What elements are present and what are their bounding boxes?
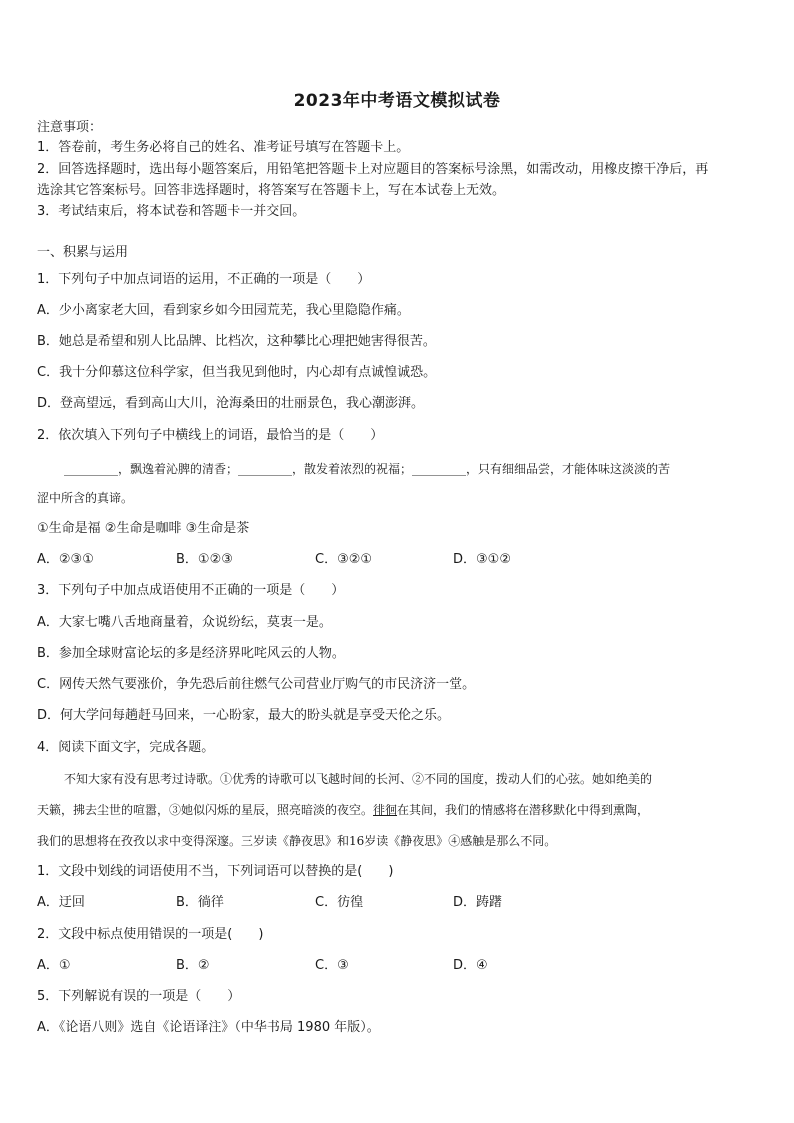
q4-sub1-option-b: B．徜徉 — [176, 895, 224, 910]
notice-item-3: 3．考试结束后，将本试卷和答题卡一并交回。 — [37, 204, 306, 219]
underlined-word: 徘徊 — [373, 803, 398, 817]
q2-option-d: D．③①② — [453, 552, 511, 567]
q4-passage-3: 我们的思想将在孜孜以求中变得深邃。三岁读《静夜思》和16岁读《静夜思》④感触是那么不同。 — [37, 834, 557, 848]
notice-item-2a: 2．回答选择题时，选出每小题答案后，用铅笔把答题卡上对应题目的答案标号涂黑，如需改动，用橡皮擦干净后，再 — [37, 162, 709, 177]
q2-text-1: _________，飘逸着沁脾的清香；_________，散发着浓烈的祝福；_________，只有细细品尝，才能体味这淡淡的苦 — [64, 462, 671, 476]
q1-option-d: D．登高望远，看到高山大川，沧海桑田的壮丽景色，我心潮澎湃。 — [37, 396, 425, 411]
q3-option-c: C．网传天然气要涨价，争先恐后前往燃气公司营业厅购气的市民济济一堂。 — [37, 677, 476, 692]
q1-option-b: B．她总是希望和别人比品牌、比档次，这种攀比心理把她害得很苦。 — [37, 334, 436, 349]
q1-stem: 1．下列句子中加点词语的运用，不正确的一项是（ ） — [37, 272, 371, 287]
q2-choices: ①生命是福 ②生命是咖啡 ③生命是茶 — [37, 521, 250, 536]
q2-option-b: B．①②③ — [176, 552, 233, 567]
q4-passage-1: 不知大家有没有思考过诗歌。①优秀的诗歌可以飞越时间的长河、②不同的国度，拨动人们的心弦。她如绝美的 — [64, 772, 653, 786]
q3-option-d: D．何大学问每趟赶马回来，一心盼家，最大的盼头就是享受天伦之乐。 — [37, 708, 451, 723]
q2-stem: 2．依次填入下列句子中横线上的词语，最恰当的是（ ） — [37, 428, 384, 443]
notice-item-1: 1．答卷前，考生务必将自己的姓名、准考证号填写在答题卡上。 — [37, 140, 410, 155]
q4-passage-2a: 天籁，拂去尘世的喧嚣，③她似闪烁的星辰，照亮暗淡的夜空。 — [37, 803, 374, 817]
q1-option-c: C．我十分仰慕这位科学家，但当我见到他时，内心却有点诚惶诚恐。 — [37, 365, 437, 380]
q3-option-a: A．大家七嘴八舌地商量着，众说纷纭，莫衷一是。 — [37, 615, 332, 630]
q5-stem: 5．下列解说有误的一项是（ ） — [37, 989, 241, 1004]
q5-option-a: A．《论语八则》选自《论语译注》（中华书局 1980 年版）。 — [37, 1020, 380, 1035]
q4-sub2-option-c: C．③ — [315, 958, 349, 973]
q4-sub2-stem: 2．文段中标点使用错误的一项是( ) — [37, 927, 264, 942]
q3-option-b: B．参加全球财富论坛的多是经济界叱咤风云的人物。 — [37, 646, 345, 661]
q4-stem: 4．阅读下面文字，完成各题。 — [37, 740, 215, 755]
q4-sub2-option-a: A．① — [37, 958, 71, 973]
q4-sub1-option-a: A．迂回 — [37, 895, 85, 910]
q2-option-c: C．③②① — [315, 552, 373, 567]
q4-sub1-option-c: C．彷徨 — [315, 895, 364, 910]
notice-item-2b: 选涂其它答案标号。回答非选择题时，将答案写在答题卡上，写在本试卷上无效。 — [37, 183, 506, 198]
q1-option-a: A．少小离家老大回，看到家乡如今田园荒芜，我心里隐隐作痛。 — [37, 303, 410, 318]
q2-option-a: A．②③① — [37, 552, 94, 567]
q2-text-2: 涩中所含的真谛。 — [37, 491, 134, 505]
q4-sub1-stem: 1．文段中划线的词语使用不当，下列词语可以替换的是( ) — [37, 864, 394, 879]
q4-sub2-option-b: B．② — [176, 958, 210, 973]
q4-passage-2 — [37, 801, 649, 819]
q3-stem: 3．下列句子中加点成语使用不正确的一项是（ ） — [37, 583, 345, 598]
notice-heading: 注意事项： — [37, 120, 103, 135]
q4-sub1-option-d: D．踌躇 — [453, 895, 503, 910]
page-title: 2023年中考语文模拟试卷 — [293, 91, 501, 111]
q4-passage-2b: 在其间，我们的情感将在潜移默化中得到熏陶， — [397, 803, 650, 817]
q4-sub2-option-d: D．④ — [453, 958, 488, 973]
section-heading: 一、积累与运用 — [37, 245, 129, 260]
